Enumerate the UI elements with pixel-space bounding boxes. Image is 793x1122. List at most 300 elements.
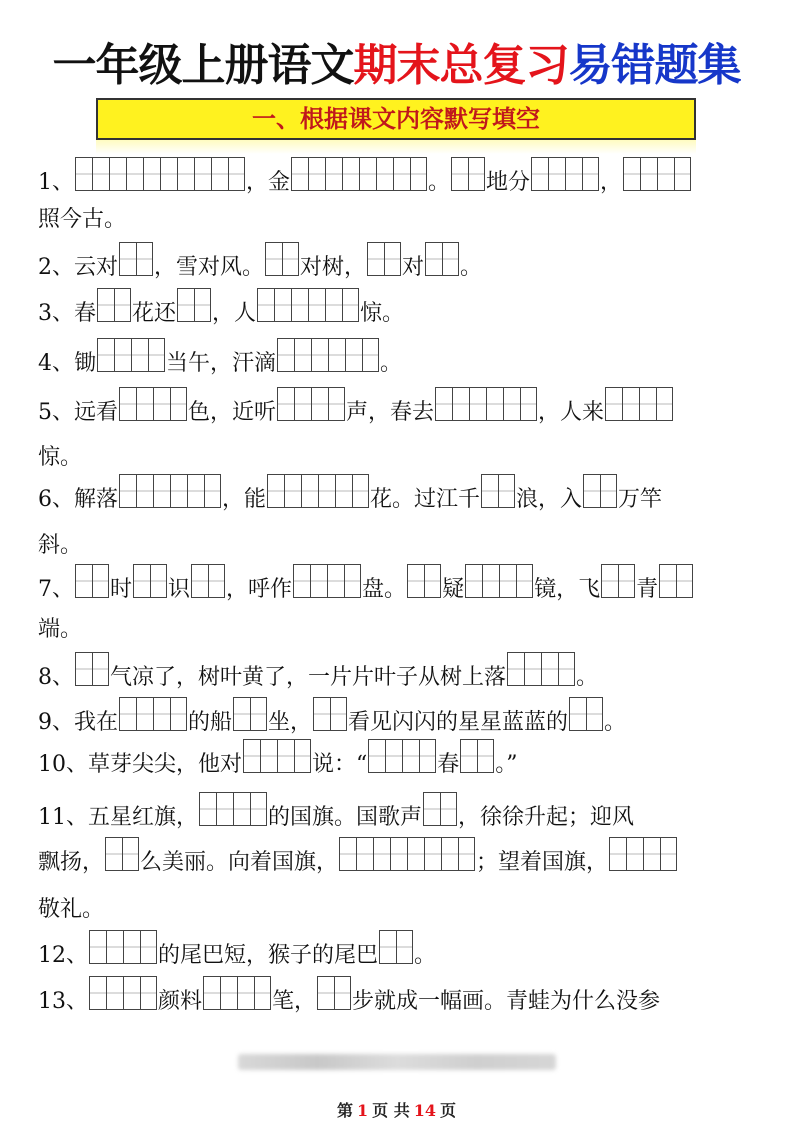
answer-grid[interactable] (97, 338, 165, 372)
question-line (38, 845, 678, 881)
question-text: 。 (380, 351, 403, 376)
question-text: 坐， (268, 710, 313, 735)
writing-cell (384, 242, 401, 276)
answer-grid[interactable] (293, 564, 361, 598)
writing-cell (524, 652, 541, 686)
answer-grid[interactable] (191, 564, 225, 598)
answer-grid[interactable] (277, 338, 379, 372)
question-line (38, 482, 662, 518)
footer-middle: 页 共 (372, 1101, 410, 1120)
question-text: 地分 (486, 170, 531, 195)
section-heading: 一、根据课文内容默写填空 (96, 98, 696, 140)
answer-grid[interactable] (379, 930, 413, 964)
answer-grid[interactable] (451, 157, 485, 191)
answer-grid[interactable] (609, 837, 677, 871)
answer-grid[interactable] (569, 697, 603, 731)
answer-grid[interactable] (339, 837, 475, 871)
answer-grid[interactable] (368, 739, 436, 773)
question-text: 疑 (442, 577, 465, 602)
writing-cell (140, 976, 157, 1010)
question-text: 盘。 (362, 577, 407, 602)
writing-cell (674, 157, 691, 191)
writing-cell (362, 338, 379, 372)
writing-cell (407, 564, 424, 598)
writing-cell (294, 387, 311, 421)
answer-grid[interactable] (243, 739, 311, 773)
question-text: 的船 (188, 710, 233, 735)
footer-prefix: 第 (336, 1101, 353, 1120)
writing-cell (318, 474, 335, 508)
answer-grid[interactable] (75, 652, 109, 686)
answer-grid[interactable] (267, 474, 369, 508)
writing-cell (92, 157, 109, 191)
writing-cell (618, 564, 635, 598)
writing-cell (177, 288, 194, 322)
question-text: 1、 (38, 170, 74, 195)
writing-cell (143, 157, 160, 191)
writing-cell (75, 564, 92, 598)
writing-cell (277, 387, 294, 421)
writing-cell (119, 242, 136, 276)
question-text: 11、五星红旗， (38, 805, 198, 830)
writing-cell (170, 697, 187, 731)
writing-cell (133, 564, 150, 598)
answer-grid[interactable] (177, 288, 211, 322)
writing-cell (216, 792, 233, 826)
writing-cell (623, 157, 640, 191)
question-text: 。 (460, 255, 483, 280)
writing-cell (123, 976, 140, 1010)
writing-cell (160, 157, 177, 191)
page-title (0, 38, 793, 94)
answer-grid[interactable] (199, 792, 267, 826)
writing-cell (119, 387, 136, 421)
question-text: 9、我在 (38, 710, 118, 735)
answer-grid[interactable] (75, 564, 109, 598)
answer-grid[interactable] (460, 739, 494, 773)
writing-cell (265, 242, 282, 276)
answer-grid[interactable] (89, 930, 157, 964)
question-text: 识 (168, 577, 191, 602)
writing-cell (441, 837, 458, 871)
writing-cell (460, 739, 477, 773)
writing-cell (257, 288, 274, 322)
writing-cell (97, 338, 114, 372)
writing-cell (131, 338, 148, 372)
writing-cell (106, 930, 123, 964)
question-text: 的国旗。国歌声 (268, 805, 423, 830)
footer-suffix: 页 (439, 1101, 456, 1120)
question-line (38, 395, 674, 431)
writing-cell (328, 387, 345, 421)
writing-cell (211, 157, 228, 191)
writing-cell (342, 157, 359, 191)
question-text: 2、云对 (38, 255, 118, 280)
writing-cell (477, 739, 494, 773)
writing-cell (499, 564, 516, 598)
writing-cell (419, 739, 436, 773)
answer-grid[interactable] (265, 242, 299, 276)
writing-cell (114, 338, 131, 372)
question-line (38, 612, 82, 648)
writing-cell (92, 564, 109, 598)
writing-cell (600, 474, 617, 508)
writing-cell (345, 338, 362, 372)
writing-cell (390, 837, 407, 871)
writing-cell (153, 387, 170, 421)
writing-cell (140, 930, 157, 964)
writing-cell (308, 288, 325, 322)
writing-cell (465, 564, 482, 598)
question-text: 。 (604, 710, 627, 735)
writing-cell (282, 242, 299, 276)
writing-cell (97, 288, 114, 322)
answer-grid[interactable] (435, 387, 537, 421)
writing-cell (119, 474, 136, 508)
writing-cell (373, 837, 390, 871)
question-text: ，呼作 (226, 577, 293, 602)
answer-grid[interactable] (425, 242, 459, 276)
writing-cell (308, 157, 325, 191)
question-line (38, 528, 82, 564)
page-footer (0, 1098, 793, 1121)
writing-cell (583, 474, 600, 508)
writing-cell (657, 157, 674, 191)
answer-grid[interactable] (605, 387, 673, 421)
writing-cell (148, 338, 165, 372)
writing-cell (609, 837, 626, 871)
question-text: 。 (576, 665, 599, 690)
writing-cell (284, 474, 301, 508)
writing-cell (150, 564, 167, 598)
writing-cell (126, 157, 143, 191)
writing-cell (203, 976, 220, 1010)
writing-cell (541, 652, 558, 686)
answer-grid[interactable] (531, 157, 599, 191)
writing-cell (660, 837, 677, 871)
writing-cell (291, 288, 308, 322)
question-text: ，人来 (538, 400, 605, 425)
writing-cell (170, 387, 187, 421)
writing-cell (204, 474, 221, 508)
writing-cell (352, 474, 369, 508)
answer-grid[interactable] (407, 564, 441, 598)
question-text: 花。过江千 (370, 487, 481, 512)
writing-cell (208, 564, 225, 598)
writing-cell (676, 564, 693, 598)
question-text: 青 (636, 577, 659, 602)
answer-grid[interactable] (119, 697, 187, 731)
question-line (38, 296, 404, 332)
writing-cell (311, 338, 328, 372)
title-part-1: 一年级上册语文 (52, 40, 354, 91)
question-text: 气凉了，树叶黄了，一片片叶子从树上落 (110, 665, 507, 690)
writing-cell (325, 157, 342, 191)
answer-grid[interactable] (583, 474, 617, 508)
writing-cell (301, 474, 318, 508)
writing-cell (75, 652, 92, 686)
writing-cell (317, 976, 334, 1010)
writing-cell (481, 474, 498, 508)
writing-cell (335, 474, 352, 508)
answer-grid[interactable] (291, 157, 427, 191)
writing-cell (75, 157, 92, 191)
question-text: ，雪对风。 (154, 255, 265, 280)
question-text: 对树， (300, 255, 367, 280)
answer-grid[interactable] (277, 387, 345, 421)
writing-cell (640, 157, 657, 191)
answer-grid[interactable] (659, 564, 693, 598)
question-text: 7、 (38, 577, 74, 602)
writing-cell (407, 837, 424, 871)
answer-grid[interactable] (233, 697, 267, 731)
answer-grid[interactable] (89, 976, 157, 1010)
writing-cell (260, 739, 277, 773)
answer-grid[interactable] (507, 652, 575, 686)
writing-cell (468, 157, 485, 191)
writing-cell (639, 387, 656, 421)
footer-total-pages: 14 (413, 1101, 436, 1120)
question-text: 。” (495, 752, 518, 777)
question-text: 4、锄 (38, 351, 96, 376)
writing-cell (325, 288, 342, 322)
writing-cell (503, 387, 520, 421)
writing-cell (274, 288, 291, 322)
question-text: 声，春去 (346, 400, 435, 425)
writing-cell (569, 697, 586, 731)
answer-grid[interactable] (119, 387, 187, 421)
question-line (38, 705, 626, 741)
title-part-3: 易错题集 (568, 40, 741, 91)
writing-cell (105, 837, 122, 871)
section-heading-shadow (96, 140, 696, 154)
writing-cell (356, 837, 373, 871)
writing-cell (367, 242, 384, 276)
writing-cell (393, 157, 410, 191)
writing-cell (136, 242, 153, 276)
writing-cell (425, 242, 442, 276)
writing-cell (451, 157, 468, 191)
writing-cell (294, 338, 311, 372)
writing-cell (293, 564, 310, 598)
answer-grid[interactable] (367, 242, 401, 276)
answer-grid[interactable] (257, 288, 359, 322)
question-line (38, 165, 692, 201)
answer-grid[interactable] (119, 242, 153, 276)
question-line (38, 938, 436, 974)
question-text: 。 (428, 170, 451, 195)
writing-cell (469, 387, 486, 421)
question-line (38, 747, 518, 783)
writing-cell (194, 157, 211, 191)
writing-cell (486, 387, 503, 421)
writing-cell (267, 474, 284, 508)
question-line (38, 250, 482, 286)
question-text: 惊。 (360, 301, 405, 326)
question-text: 春 (437, 752, 460, 777)
writing-cell (359, 157, 376, 191)
footer-page-number: 1 (357, 1101, 369, 1120)
writing-cell (177, 157, 194, 191)
answer-grid[interactable] (75, 157, 245, 191)
writing-cell (291, 157, 308, 191)
question-text: 12、 (38, 943, 88, 968)
answer-grid[interactable] (481, 474, 515, 508)
question-text: 颜料 (158, 989, 203, 1014)
answer-grid[interactable] (97, 288, 131, 322)
writing-cell (507, 652, 524, 686)
question-text: 6、解落 (38, 487, 118, 512)
writing-cell (424, 837, 441, 871)
writing-cell (402, 739, 419, 773)
question-text: 10、草芽尖尖，他对 (38, 752, 242, 777)
answer-grid[interactable] (423, 792, 457, 826)
writing-cell (410, 157, 427, 191)
question-line (38, 346, 402, 382)
question-text: 步就成一幅画。青蛙为什么没参 (352, 989, 661, 1014)
question-text: 时 (110, 577, 133, 602)
writing-cell (342, 288, 359, 322)
writing-cell (311, 387, 328, 421)
answer-grid[interactable] (105, 837, 139, 871)
writing-cell (605, 387, 622, 421)
answer-grid[interactable] (317, 976, 351, 1010)
question-text: ，徐徐升起；迎风 (458, 805, 635, 830)
answer-grid[interactable] (313, 697, 347, 731)
answer-grid[interactable] (465, 564, 533, 598)
writing-cell (558, 652, 575, 686)
writing-cell (482, 564, 499, 598)
question-text: 万竿 (618, 487, 663, 512)
writing-cell (656, 387, 673, 421)
writing-cell (119, 697, 136, 731)
question-line (38, 440, 82, 476)
writing-cell (153, 697, 170, 731)
question-text: 笔， (272, 989, 317, 1014)
question-text: 当午，汗滴 (166, 351, 277, 376)
question-text: 3、春 (38, 301, 96, 326)
question-text: 斜。 (38, 533, 83, 558)
writing-cell (136, 697, 153, 731)
answer-grid[interactable] (133, 564, 167, 598)
writing-cell (498, 474, 515, 508)
question-text: 看见闪闪的星星蓝蓝的 (348, 710, 569, 735)
writing-cell (277, 338, 294, 372)
question-text: 5、远看 (38, 400, 118, 425)
writing-cell (123, 930, 140, 964)
writing-cell (423, 792, 440, 826)
writing-cell (191, 564, 208, 598)
writing-cell (170, 474, 187, 508)
question-text: 色，近听 (188, 400, 277, 425)
answer-grid[interactable] (601, 564, 635, 598)
writing-cell (339, 837, 356, 871)
writing-cell (396, 930, 413, 964)
question-line (38, 202, 126, 238)
writing-cell (516, 564, 533, 598)
question-text: 飘扬， (38, 850, 105, 875)
writing-cell (643, 837, 660, 871)
question-line (38, 984, 660, 1020)
question-text: 端。 (38, 617, 83, 642)
writing-cell (106, 976, 123, 1010)
question-text: 照今古。 (38, 207, 127, 232)
writing-cell (622, 387, 639, 421)
writing-cell (233, 697, 250, 731)
question-text: ， (600, 170, 623, 195)
writing-cell (452, 387, 469, 421)
writing-cell (89, 976, 106, 1010)
writing-cell (582, 157, 599, 191)
writing-cell (458, 837, 475, 871)
question-text: 敬礼。 (38, 897, 105, 922)
question-text: ；望着国旗， (476, 850, 609, 875)
writing-cell (330, 697, 347, 731)
question-text: ，人 (212, 301, 257, 326)
question-text: 13、 (38, 989, 88, 1014)
title-part-2: 期末总复习 (353, 40, 569, 91)
writing-cell (243, 739, 260, 773)
writing-cell (294, 739, 311, 773)
writing-cell (520, 387, 537, 421)
writing-cell (153, 474, 170, 508)
writing-cell (250, 792, 267, 826)
writing-cell (136, 474, 153, 508)
writing-cell (228, 157, 245, 191)
writing-cell (250, 697, 267, 731)
writing-cell (89, 930, 106, 964)
answer-grid[interactable] (623, 157, 691, 191)
writing-cell (586, 697, 603, 731)
writing-cell (92, 652, 109, 686)
question-text: 的尾巴短，猴子的尾巴 (158, 943, 379, 968)
writing-cell (435, 387, 452, 421)
writing-cell (442, 242, 459, 276)
writing-cell (424, 564, 441, 598)
question-text: 镜，飞 (534, 577, 601, 602)
writing-cell (327, 564, 344, 598)
question-text: 浪，入 (516, 487, 583, 512)
writing-cell (601, 564, 618, 598)
answer-grid[interactable] (203, 976, 271, 1010)
question-line (38, 800, 634, 836)
writing-cell (440, 792, 457, 826)
writing-cell (565, 157, 582, 191)
writing-cell (277, 739, 294, 773)
writing-cell (114, 288, 131, 322)
writing-cell (344, 564, 361, 598)
writing-cell (187, 474, 204, 508)
writing-cell (310, 564, 327, 598)
writing-cell (220, 976, 237, 1010)
writing-cell (233, 792, 250, 826)
writing-cell (122, 837, 139, 871)
question-text: ，能 (222, 487, 267, 512)
writing-cell (334, 976, 351, 1010)
question-text: 花还 (132, 301, 177, 326)
question-line (38, 572, 694, 608)
question-text: 。 (414, 943, 437, 968)
writing-cell (194, 288, 211, 322)
blurred-watermark (238, 1054, 556, 1070)
question-text: 么美丽。向着国旗， (140, 850, 339, 875)
writing-cell (136, 387, 153, 421)
writing-cell (109, 157, 126, 191)
question-text: 对 (402, 255, 425, 280)
writing-cell (368, 739, 385, 773)
question-text: 8、 (38, 665, 74, 690)
answer-grid[interactable] (119, 474, 221, 508)
